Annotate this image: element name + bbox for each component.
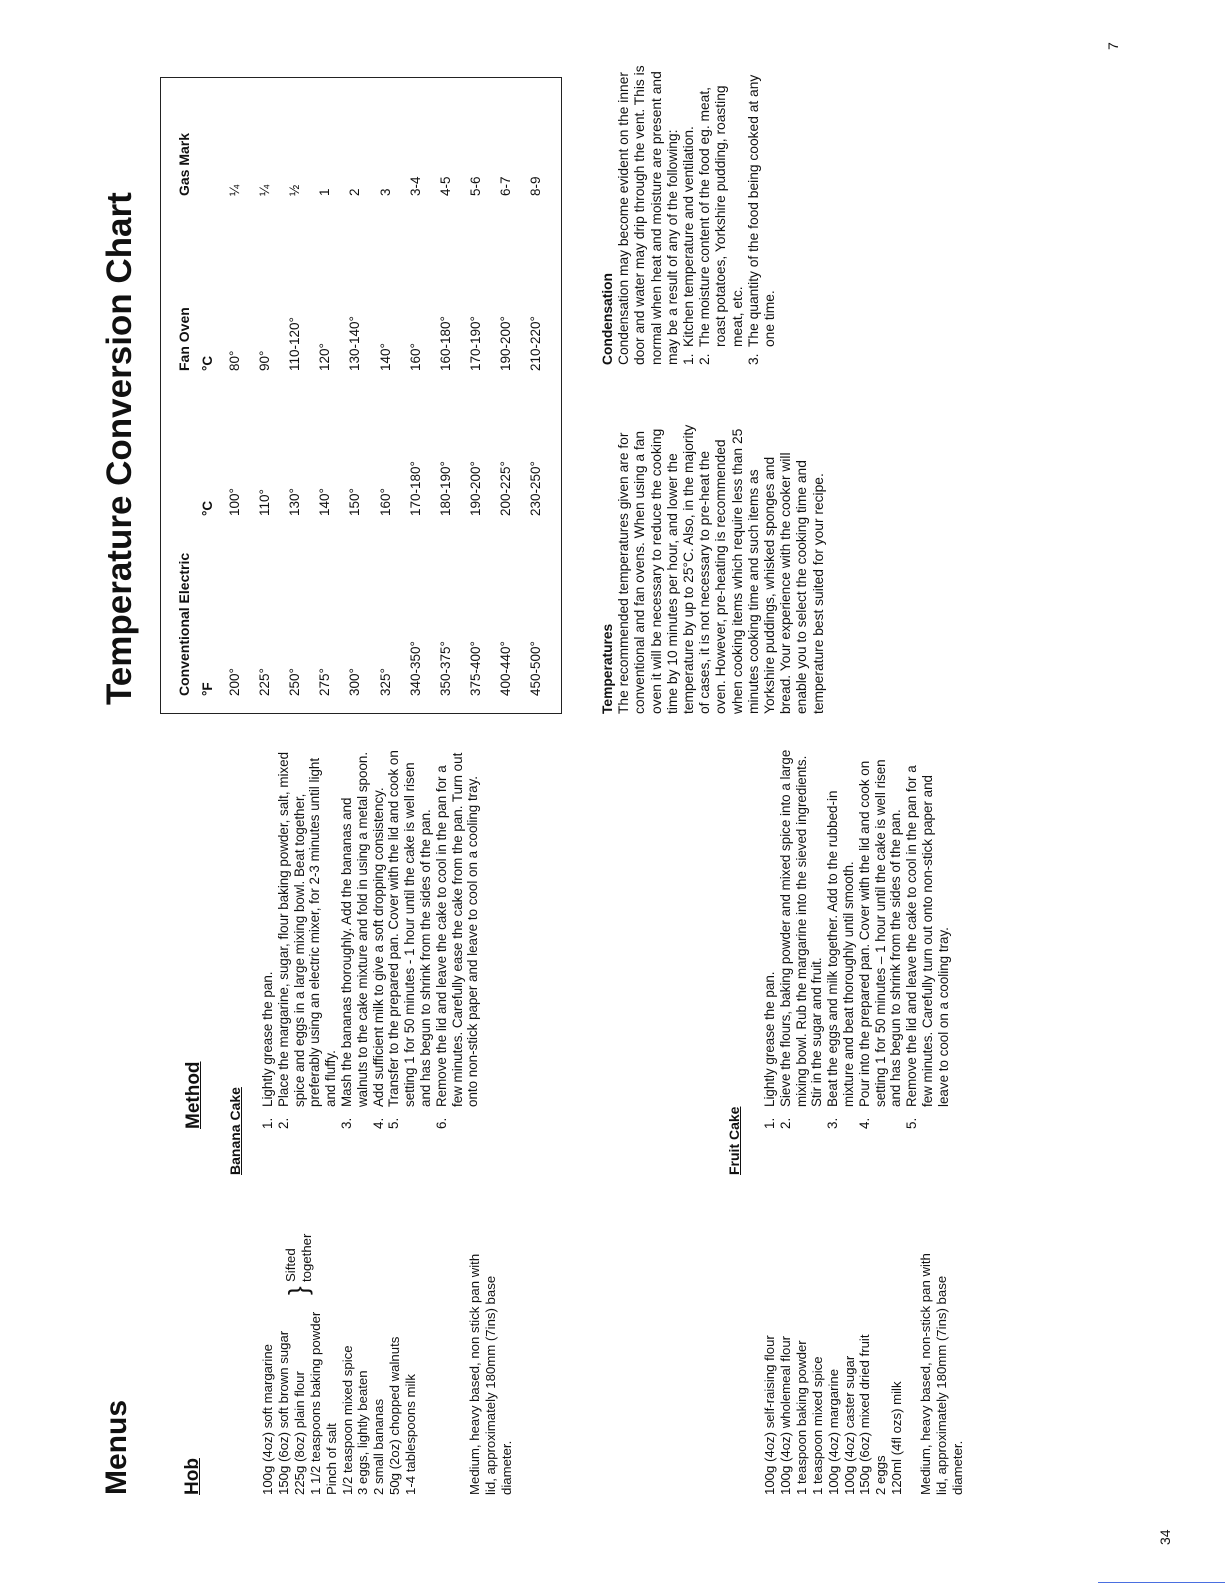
- table-cell: 130°: [286, 488, 302, 516]
- item-text: The moisture content of the food eg. meat, roast potatoes, Yorkshire pudding, roasting meat, etc.: [697, 85, 745, 347]
- table-row: [340, 96, 370, 696]
- table-cell: 190-200°: [498, 316, 514, 371]
- ingredient: 100g (4oz) soft margarine: [260, 1344, 275, 1495]
- unit-f: °F: [199, 682, 215, 696]
- conversion-table: [173, 96, 551, 696]
- banana-cake-title: Banana Cake: [227, 1087, 243, 1175]
- method-step: [339, 749, 371, 1129]
- together-label: together: [298, 1233, 314, 1282]
- sifted-brace: }: [283, 1286, 313, 1295]
- table-cell: 170-190°: [468, 316, 484, 371]
- unit-c-fan: °C: [199, 355, 215, 371]
- step-number: 1.: [260, 1117, 275, 1129]
- step-text: Remove the lid and leave the cake to cool in the pan for a few minutes. Carefully turn out onto non-stick paper and leave to cool on a cooling tray.: [904, 765, 951, 1107]
- scan-edge-line: [1098, 1582, 1225, 1583]
- condensation-intro: Condensation may become evident on the inner door and water may drip through the vent. This is normal when heat and moisture are present and may be a result of any of the following:: [616, 65, 680, 365]
- step-number: 5.: [904, 1117, 920, 1129]
- ingredient: 2 small bananas: [371, 1398, 387, 1495]
- table-cell: ¼: [256, 184, 272, 196]
- item-number: 3.: [745, 353, 761, 365]
- temperatures-section: [600, 414, 827, 714]
- temperatures-heading: Temperatures: [600, 623, 615, 714]
- page-number-right: 7: [1105, 42, 1121, 50]
- header-gas: Gas Mark: [176, 132, 192, 196]
- step-number: 1.: [762, 1117, 777, 1129]
- condensation-section: [600, 65, 778, 365]
- banana-equipment: Medium, heavy based, non stick pan with lid, approximately 180mm (7ins) base diameter.: [467, 1253, 514, 1495]
- step-text: Add sufficient milk to give a soft dropping consistency.: [370, 787, 386, 1107]
- conversion-table-box: [160, 77, 562, 714]
- table-cell: 80°: [226, 350, 242, 371]
- table-cell: ¼: [226, 184, 242, 196]
- fruit-cake-title: Fruit Cake: [726, 1106, 742, 1175]
- step-number: 2.: [275, 1117, 291, 1129]
- ingredient: 100g (4oz) margarine: [825, 1368, 841, 1495]
- ingredient: Pinch of salt: [323, 1423, 339, 1495]
- step-number: 4.: [856, 1117, 872, 1129]
- ingredient: 100g (4oz) self-raising flour: [762, 1335, 777, 1495]
- table-cell: 210-220°: [528, 316, 544, 371]
- unit-c-conv: °C: [199, 500, 215, 516]
- sifted-note: [283, 1234, 315, 1282]
- header-fan: Fan Oven: [176, 307, 192, 371]
- table-cell: 1: [317, 188, 333, 196]
- table-cell: 100°: [226, 488, 242, 516]
- table-row: [219, 96, 249, 696]
- ingredient: 100g (4oz) wholemeal flour: [777, 1335, 793, 1495]
- table-cell: 275°: [317, 668, 333, 696]
- method-step: [371, 749, 387, 1129]
- table-cell: ½: [286, 184, 302, 196]
- table-cell: 4-5: [437, 176, 453, 196]
- ingredient: 1-4 tablespoons milk: [403, 1374, 419, 1495]
- table-cell: 160°: [407, 343, 423, 371]
- ingredient: 50g (2oz) chopped walnuts: [387, 1336, 403, 1495]
- step-text: Pour into the prepared pan. Cover with the lid and cook on setting 1 for 50 minutes – 1 hour until the cake is well risen and has begun to shrink from the sides of the pan.: [856, 759, 904, 1107]
- ingredient: 100g (4oz) caster sugar: [841, 1355, 857, 1495]
- table-cell: 160°: [377, 488, 393, 516]
- chart-title: Temperature Conversion Chart: [100, 192, 139, 705]
- condensation-item: [697, 65, 746, 365]
- table-cell: 190-200°: [468, 461, 484, 516]
- ingredient: 150g (6oz) mixed dried fruit: [857, 1334, 873, 1495]
- hob-heading: Hob: [182, 1458, 203, 1495]
- step-number: 3.: [825, 1117, 841, 1129]
- method-step: [857, 749, 904, 1129]
- table-row: [370, 96, 400, 696]
- step-number: 5.: [386, 1117, 402, 1129]
- table-cell: 375-400°: [468, 641, 484, 696]
- step-text: Remove the lid and leave the cake to cool in the pan for a few minutes. Carefully ease the cake from the pan. Turn out onto non-stick paper and leave to cool on a cooling tray.: [433, 752, 481, 1107]
- step-text: Transfer to the prepared pan. Cover with the lid and cook on setting 1 for 50 minutes - 1 hour until the cake is well risen and has begun to shrink from the sides of the pan.: [386, 750, 433, 1107]
- condensation-heading: Condensation: [600, 273, 615, 365]
- item-text: Kitchen temperature and ventilation.: [681, 126, 697, 347]
- table-cell: 6-7: [498, 176, 514, 196]
- ingredient: 120ml (4fl ozs) milk: [889, 1381, 905, 1495]
- table-cell: 200-225°: [498, 461, 514, 516]
- table-row: [400, 96, 430, 696]
- step-text: Mash the bananas thoroughly. Add the bananas and walnuts to the cake mixture and fold in using a metal spoon.: [338, 751, 370, 1107]
- unit-gas: [195, 96, 219, 196]
- table-cell: 140°: [377, 343, 393, 371]
- table-cell: 450-500°: [528, 641, 544, 696]
- item-number: 1.: [681, 353, 697, 365]
- table-cell: 225°: [256, 668, 272, 696]
- header-conventional: Conventional Electric: [176, 552, 192, 696]
- table-row: [249, 96, 279, 696]
- step-text: Lightly grease the pan.: [260, 971, 275, 1107]
- step-number: 3.: [338, 1117, 354, 1129]
- method-heading: Method: [183, 1061, 204, 1129]
- table-cell: 180-190°: [437, 461, 453, 516]
- condensation-item: [746, 65, 778, 365]
- ingredient: 1 1/2 teaspoons baking powder: [307, 1311, 323, 1495]
- method-step: [778, 749, 825, 1129]
- table-row: [461, 96, 491, 696]
- step-number: 4.: [370, 1117, 386, 1129]
- page-number-left: 34: [1157, 1529, 1173, 1545]
- step-number: 2.: [777, 1117, 793, 1129]
- table-cell: 2: [347, 188, 363, 196]
- fruit-method: [762, 749, 952, 1129]
- ingredient: 225g (8oz) plain flour: [291, 1371, 307, 1495]
- table-cell: 350-375°: [437, 641, 453, 696]
- method-step: [904, 749, 951, 1129]
- temperatures-text: The recommended temperatures given are for conventional and fan ovens. When using a fan oven it will be necessary to reduce the cooking time by 10 minutes per hour, and lower the temperature by up to 25°C. Also, in the majority of cases, it is not necessary to pre-heat the oven. However, pre-heating is recommended when cooking items which require less than 25 minutes cooking time and such items as Yorkshire puddings, whisked sponges and bread. Your experience with the cooker will enable you to select the cooking time and temperature best suited for your recipe.: [616, 424, 826, 714]
- method-step: [260, 749, 276, 1129]
- table-cell: 5-6: [468, 176, 484, 196]
- method-step: [825, 749, 857, 1129]
- table-cell: 150°: [347, 488, 363, 516]
- table-cell: 200°: [226, 668, 242, 696]
- method-step: [276, 749, 339, 1129]
- method-step: [386, 749, 433, 1129]
- method-step: [434, 749, 481, 1129]
- sifted-label: Sifted: [283, 1248, 298, 1282]
- fruit-equipment: Medium, heavy based, non-stick pan with lid, approximately 180mm (7ins) base diameter.: [918, 1253, 965, 1495]
- step-text: Lightly grease the pan.: [762, 971, 777, 1107]
- menus-title: Menus: [100, 1399, 133, 1495]
- table-cell: 250°: [286, 668, 302, 696]
- step-text: Beat the eggs and milk together. Add to the rubbed-in mixture and beat thoroughly until smooth.: [825, 790, 856, 1107]
- ingredient: 2 eggs: [873, 1455, 889, 1495]
- ingredient: 1 teaspoon mixed spice: [809, 1356, 825, 1495]
- conversion-table-body: [219, 96, 551, 696]
- step-text: Place the margarine, sugar, flour baking powder, salt, mixed spice and eggs in a large mixing bowl. Beat together, preferably using an electric mixer, for 2-3 minutes until light and fluffy.: [275, 751, 339, 1107]
- table-cell: 170-180°: [407, 461, 423, 516]
- step-number: 6.: [433, 1117, 449, 1129]
- table-row: [279, 96, 309, 696]
- item-text: The quantity of the food being cooked at any one time.: [745, 74, 778, 347]
- fruit-ingredients: [762, 1245, 905, 1495]
- table-cell: 325°: [377, 668, 393, 696]
- step-text: Sieve the flours, baking powder and mixed spice into a large mixing bowl. Rub the margarine into the sieved ingredients. Stir in the sugar and fruit.: [777, 749, 825, 1107]
- table-cell: 110-120°: [286, 317, 302, 371]
- table-row: [430, 96, 460, 696]
- table-cell: 3: [377, 188, 393, 196]
- table-cell: 3-4: [407, 176, 423, 196]
- table-cell: 90°: [256, 350, 272, 371]
- table-cell: 400-440°: [498, 641, 514, 696]
- ingredient: 3 eggs, lightly beaten: [355, 1370, 371, 1495]
- table-cell: 120°: [317, 343, 333, 371]
- table-row: [310, 96, 340, 696]
- table-cell: 110°: [256, 489, 272, 516]
- table-cell: 140°: [317, 488, 333, 516]
- table-row: [521, 96, 551, 696]
- table-row: [491, 96, 521, 696]
- table-cell: 160-180°: [437, 316, 453, 371]
- ingredient: 150g (6oz) soft brown sugar: [275, 1330, 291, 1495]
- condensation-item: [681, 65, 697, 365]
- item-number: 2.: [697, 353, 713, 365]
- table-cell: 130-140°: [347, 316, 363, 371]
- method-step: [762, 749, 778, 1129]
- ingredient: 1 teaspoon baking powder: [793, 1340, 809, 1495]
- table-cell: 300°: [347, 668, 363, 696]
- table-cell: 230-250°: [528, 461, 544, 516]
- ingredient: 1/2 teaspoon mixed spice: [339, 1345, 355, 1495]
- banana-method: [260, 749, 481, 1129]
- table-cell: 8-9: [528, 176, 544, 196]
- table-cell: 340-350°: [407, 641, 423, 696]
